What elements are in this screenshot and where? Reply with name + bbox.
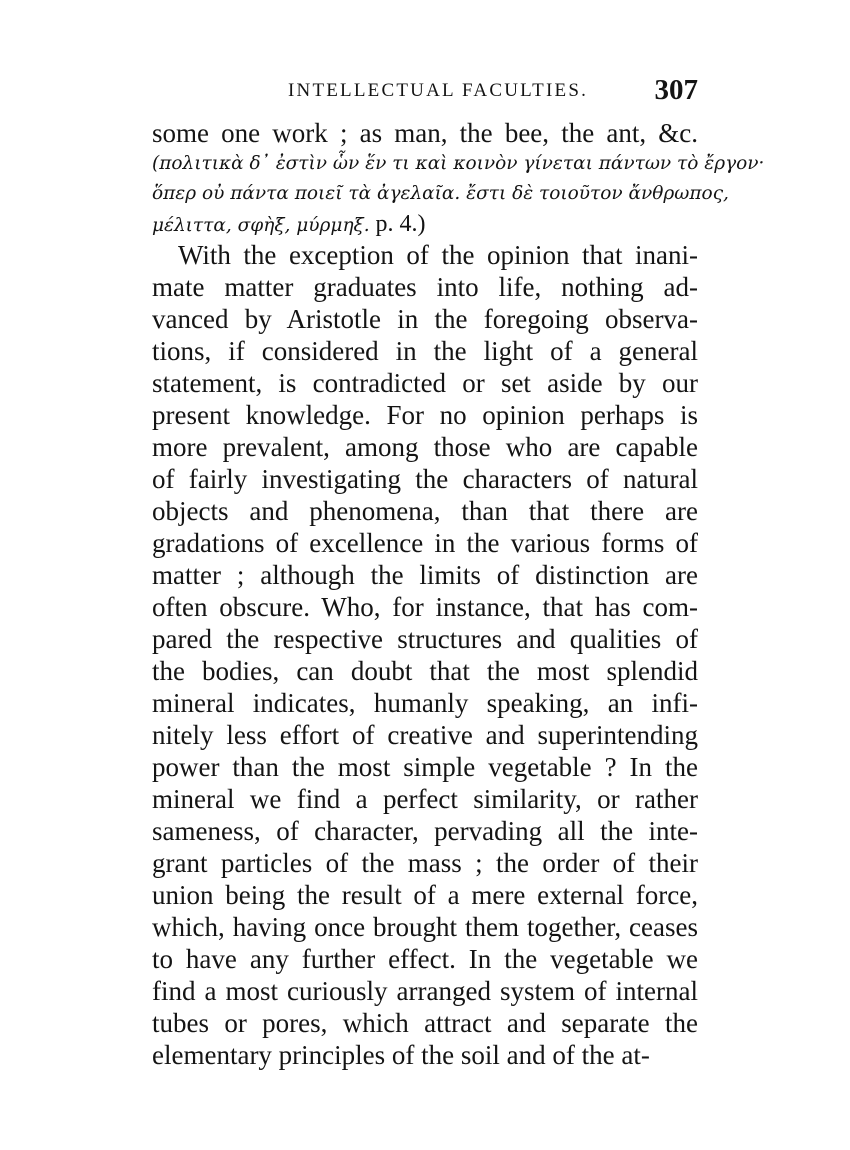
text-line: mineral indicates, humanly speaking, an infi- [152, 688, 698, 718]
running-header [152, 76, 698, 106]
greek-quotation-line: (πολιτικὰ δ᾽ ἐστὶν ὧν ἕν τι καὶ κοινὸν γίνεται πάντων τὸ ἔργον· [152, 153, 765, 174]
text-line: matter ; although the limits of distinction are [152, 560, 698, 590]
greek-quotation-line: ὅπερ οὐ πάντα ποιεῖ τὰ ἀγελαῖα. ἔστι δὲ τοιοῦτον ἄνθρωπος, [152, 183, 729, 204]
greek-quotation-line [152, 209, 698, 239]
text-line: often obscure. Who, for instance, that has com- [152, 592, 698, 622]
citation-reference: p. 4.) [375, 211, 426, 237]
text-line: nitely less effort of creative and superintending [152, 720, 698, 750]
text-line: of fairly investigating the characters of natural [152, 464, 698, 494]
text-line: grant particles of the mass ; the order of their [152, 848, 698, 878]
paragraph-first-line: With the exception of the opinion that inani- [178, 240, 698, 270]
text-line: mate matter graduates into life, nothing ad- [152, 272, 698, 302]
text-line: which, having once brought them together, ceases [152, 912, 698, 942]
text-line: vanced by Aristotle in the foregoing observa- [152, 304, 698, 334]
text-line: pared the respective structures and qualities of [152, 624, 698, 654]
text-line: statement, is contradicted or set aside by our [152, 368, 698, 398]
text-line: objects and phenomena, than that there are [152, 496, 698, 526]
text-line: gradations of excellence in the various forms of [152, 528, 698, 558]
text-line: tubes or pores, which attract and separate the [152, 1008, 698, 1038]
text-line: union being the result of a mere external force, [152, 880, 698, 910]
text-line: some one work ; as man, the bee, the ant, &c. [152, 118, 698, 148]
page-number: 307 [654, 74, 698, 106]
text-line: to have any further effect. In the vegetable we [152, 944, 698, 974]
text-line: more prevalent, among those who are capable [152, 432, 698, 462]
text-line: present knowledge. For no opinion perhaps is [152, 400, 698, 430]
text-line: mineral we find a perfect similarity, or rather [152, 784, 698, 814]
text-line: sameness, of character, pervading all the inte- [152, 816, 698, 846]
body-text [152, 117, 765, 1071]
text-line: elementary principles of the soil and of the at- [152, 1040, 650, 1070]
greek-quotation-text: μέλιττα, σφὴξ, μύρμηξ. [152, 215, 370, 236]
text-line: find a most curiously arranged system of internal [152, 976, 698, 1006]
running-title: INTELLECTUAL FACULTIES. [288, 80, 589, 101]
text-line: tions, if considered in the light of a general [152, 336, 698, 366]
text-line: the bodies, can doubt that the most splendid [152, 656, 698, 686]
text-line: power than the most simple vegetable ? In the [152, 752, 698, 782]
